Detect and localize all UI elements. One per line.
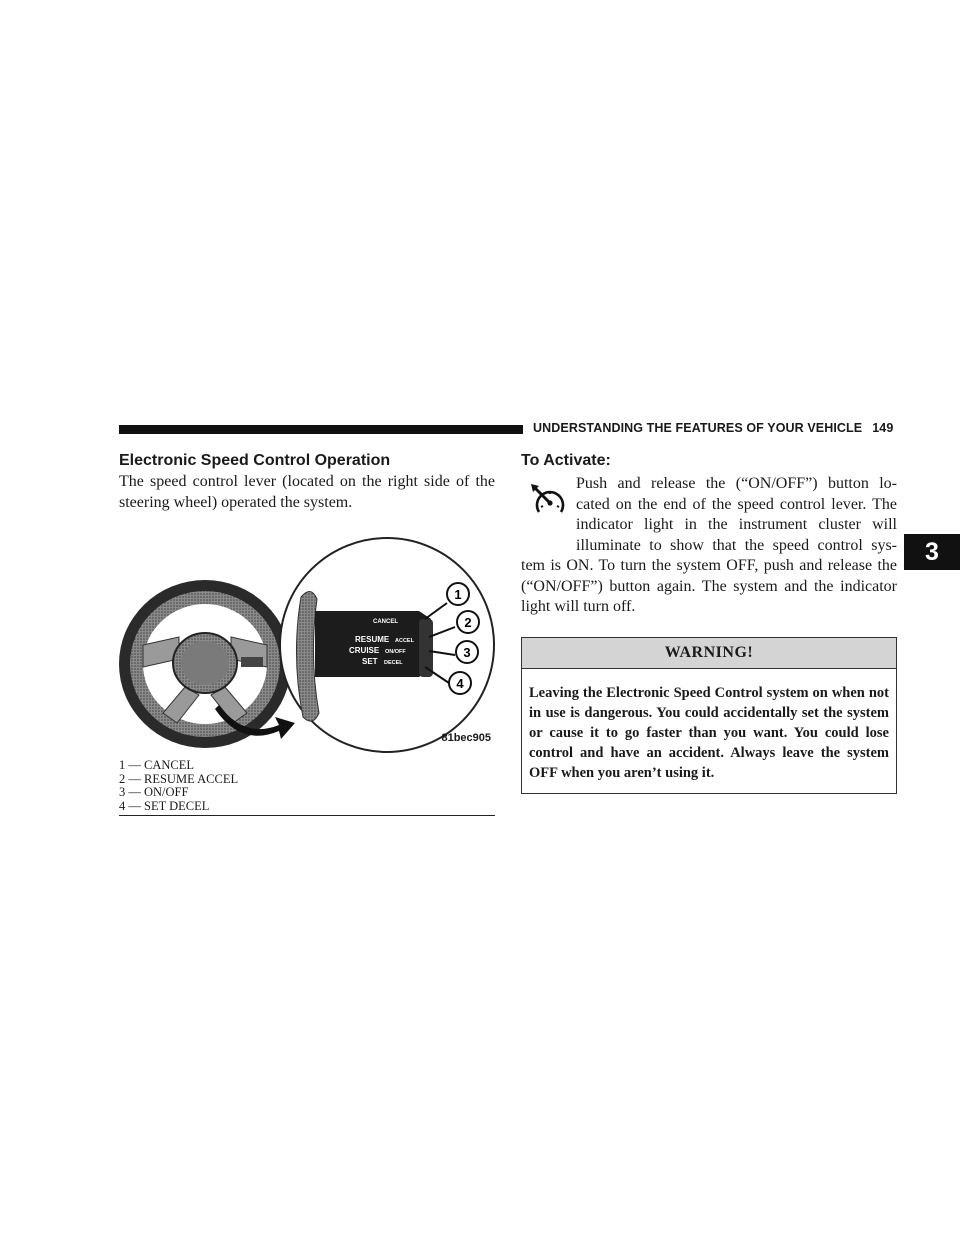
figure-legend — [119, 759, 495, 813]
text-line: illuminate to show that the speed control sys- — [576, 536, 897, 554]
left-column — [119, 450, 495, 816]
lever-decel-label: DECEL — [384, 660, 403, 666]
intro-paragraph: The speed control lever (located on the right side of the steering wheel) operated the system. — [119, 473, 495, 511]
text-line: indicator light in the instrument cluster will — [576, 516, 897, 533]
speed-control-indicator-icon — [529, 482, 571, 524]
legend-divider — [119, 815, 495, 816]
lever-cruise-label: CRUISE — [349, 646, 380, 655]
callout-3: 3 — [463, 645, 471, 660]
lever-resume-label: RESUME — [355, 635, 390, 644]
callout-4: 4 — [456, 676, 464, 691]
text-line: Push and release the (“ON/OFF”) button lo- — [576, 475, 897, 492]
activate-continuation: tem is ON. To turn the system OFF, push and release the (“ON/OFF”) button again. The system and the indicator light will turn off. — [521, 557, 897, 615]
right-column — [521, 450, 897, 794]
activate-heading: To Activate: — [521, 452, 611, 469]
section-title: UNDERSTANDING THE FEATURES OF YOUR VEHICLE — [533, 421, 863, 435]
speed-control-figure — [119, 527, 495, 755]
page-number: 149 — [872, 421, 894, 435]
steering-wheel-illustration — [119, 527, 495, 755]
chapter-tab: 3 — [904, 534, 960, 570]
legend-item: 4 — SET DECEL — [119, 798, 210, 813]
legend-item: 2 — RESUME ACCEL — [119, 771, 239, 786]
warning-title: WARNING! — [522, 638, 896, 669]
lever-set-label: SET — [362, 657, 378, 666]
steering-wheel — [119, 580, 291, 748]
lever-onoff-label: ON/OFF — [385, 649, 406, 655]
figure-code: 81bec905 — [441, 732, 491, 744]
legend-item: 3 — ON/OFF — [119, 785, 189, 799]
header-rule — [119, 425, 523, 434]
magnified-lever-view — [280, 538, 494, 752]
section-heading: Electronic Speed Control Operation — [119, 452, 391, 469]
legend-item: 1 — CANCEL — [119, 758, 194, 772]
lever-accel-label: ACCEL — [395, 638, 414, 644]
callout-2: 2 — [464, 615, 472, 630]
indented-text — [576, 474, 897, 556]
activate-instructions — [521, 474, 897, 618]
warning-box — [521, 637, 897, 794]
callout-1: 1 — [454, 587, 462, 602]
warning-body: Leaving the Electronic Speed Control system on when not in use is dangerous. You could accidentally set the system or cause it to go faster than you want. You could lose control and have an accident. Always leave the system OFF when you aren’t using it. — [529, 684, 889, 781]
running-header — [533, 421, 893, 435]
lever-cancel-label: CANCEL — [373, 619, 398, 625]
text-line: cated on the end of the speed control lever. The — [576, 495, 897, 513]
